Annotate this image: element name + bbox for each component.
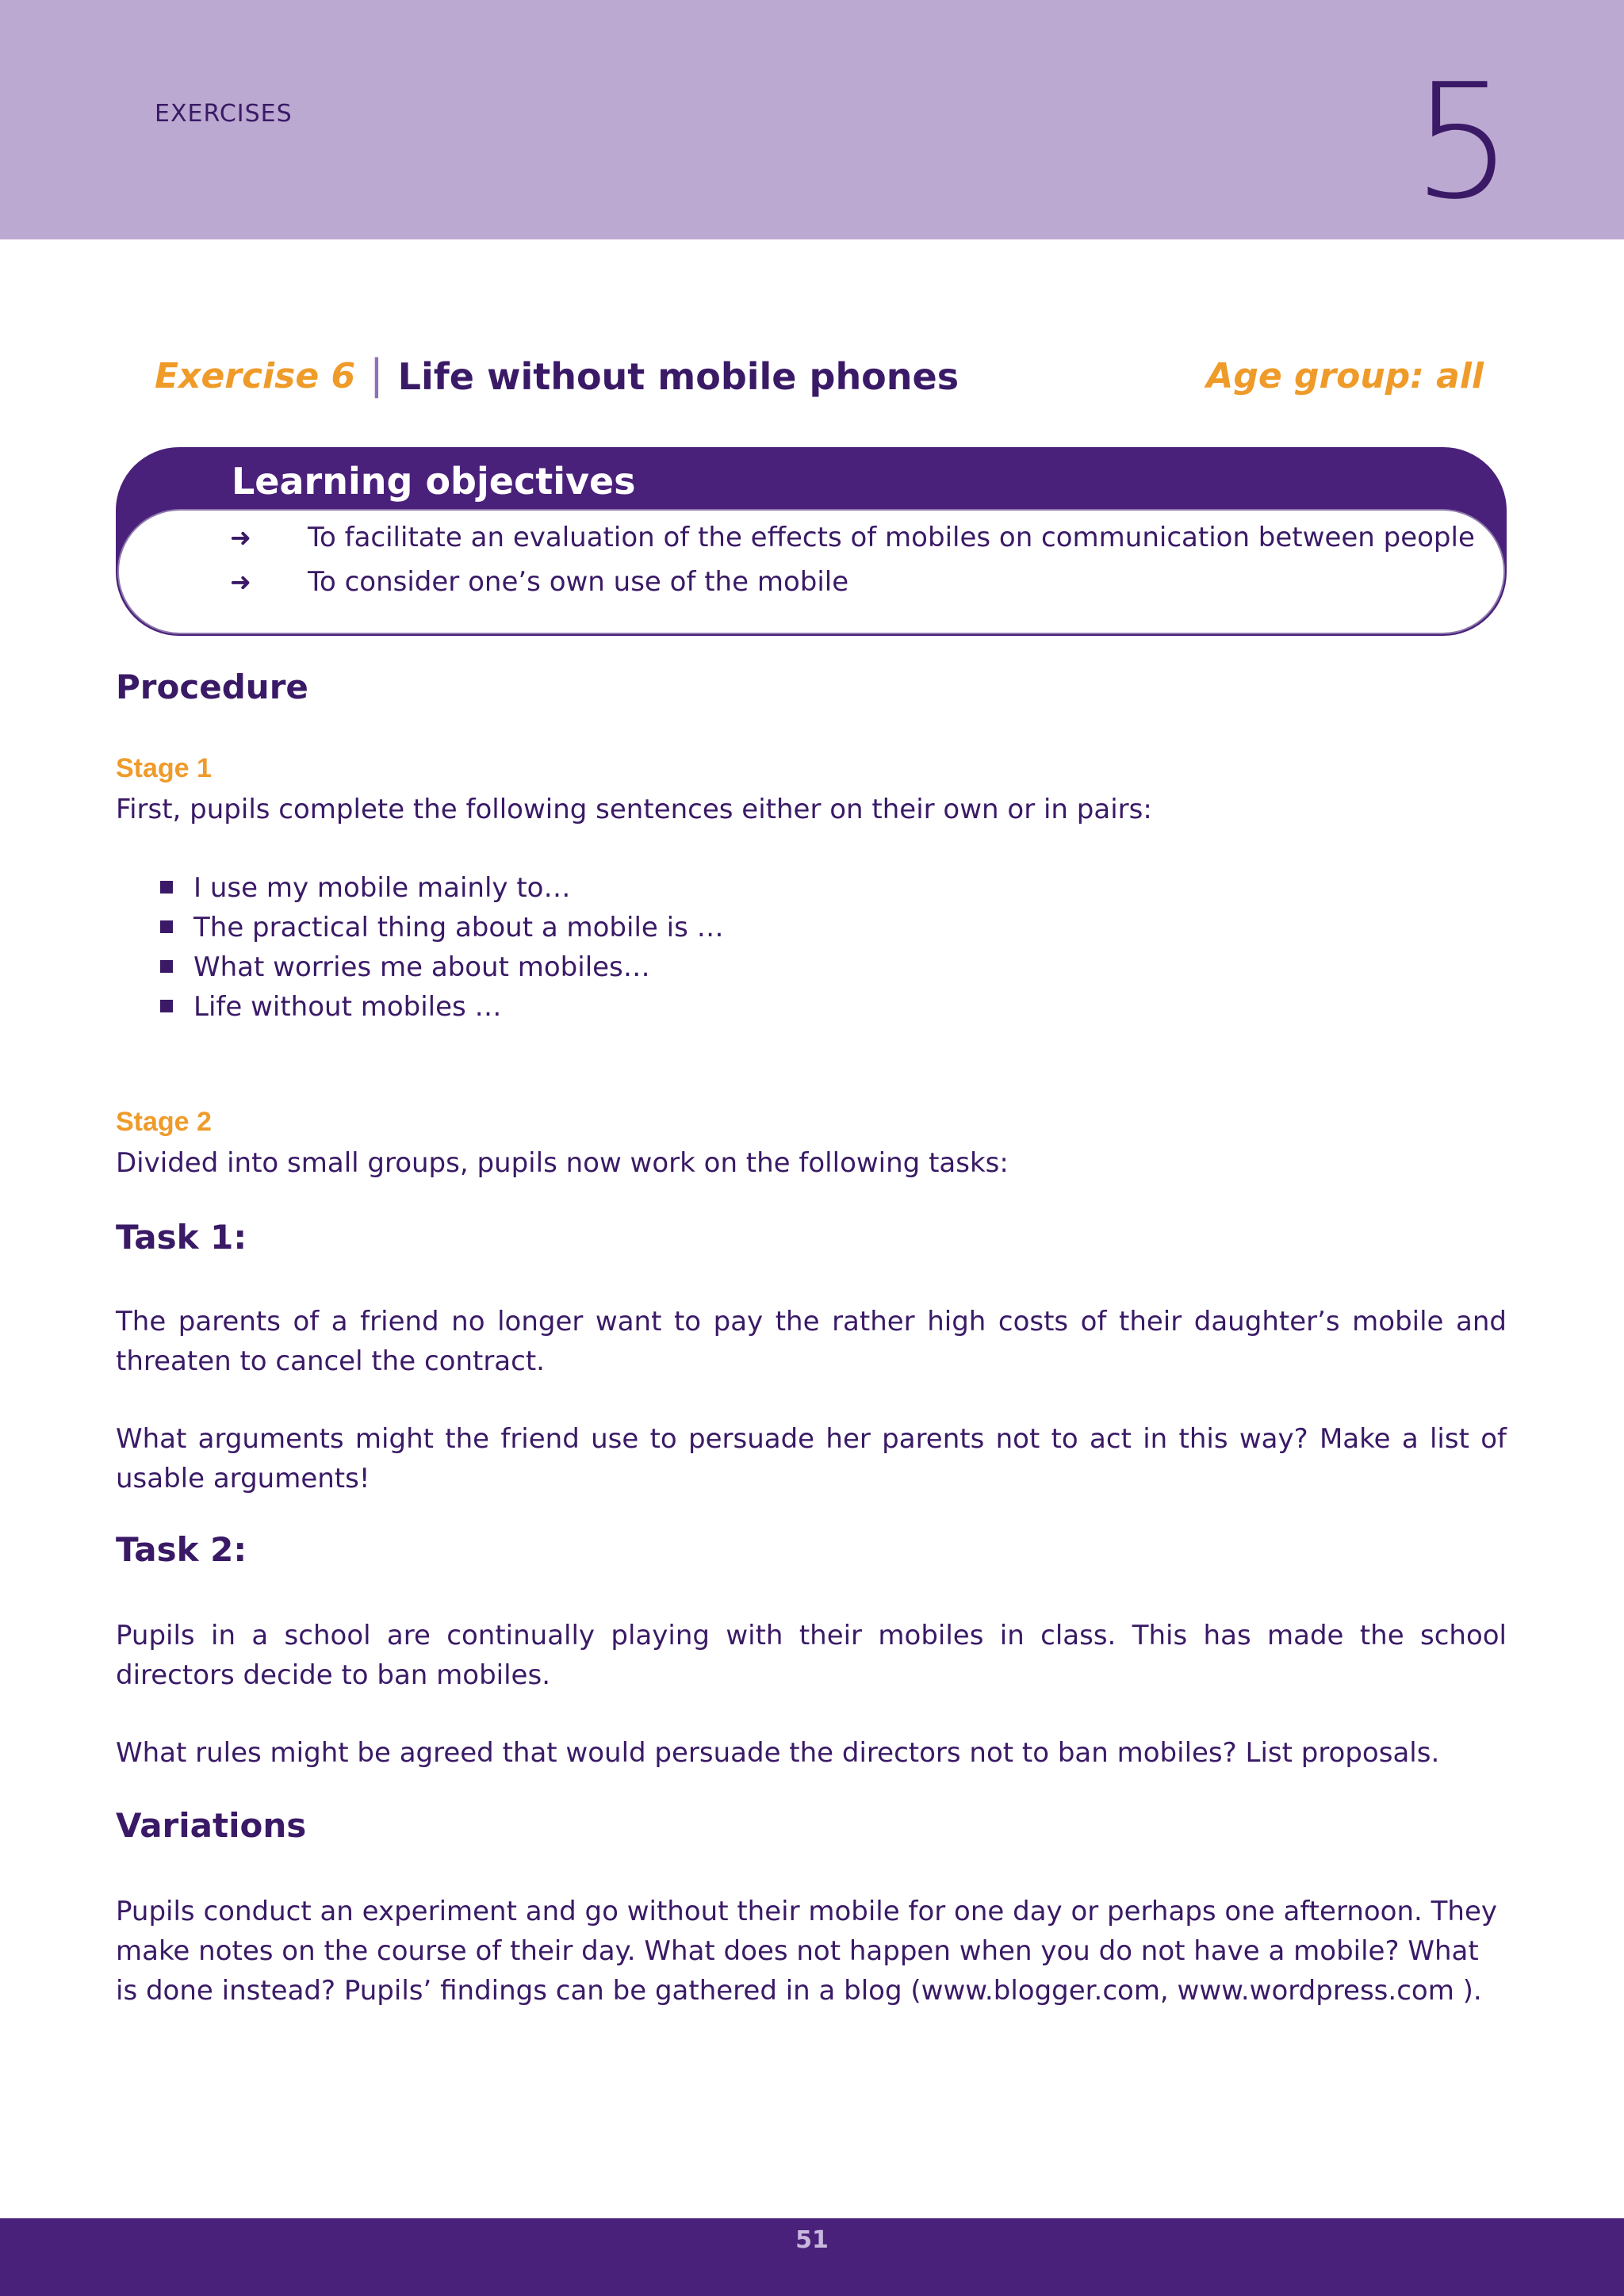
task-2-paragraph-2: What rules might be agreed that would persuade the directors not to ban mobiles? List proposals. <box>116 1737 1440 1769</box>
task-2-heading: Task 2: <box>116 1530 247 1569</box>
arrow-right-icon: ➜ <box>230 522 251 553</box>
objective-text: To facilitate an evaluation of the effects of mobiles on communication between people <box>308 522 1475 553</box>
procedure-heading: Procedure <box>116 668 308 706</box>
list-item <box>159 868 724 908</box>
square-bullet-icon <box>160 1000 173 1012</box>
learning-objectives-heading: Learning objectives <box>232 460 636 503</box>
objective-text: To consider one’s own use of the mobile <box>308 566 849 598</box>
chapter-number: 5 <box>1411 50 1513 235</box>
list-item-text: I use my mobile mainly to… <box>193 872 571 904</box>
title-separator: | <box>370 351 384 399</box>
square-bullet-icon <box>160 960 173 973</box>
task-1-paragraph-1: The parents of a friend no longer want to pay the rather high costs of their daughter’s mobile and threaten to cancel the contract. <box>116 1306 1507 1377</box>
list-item-text: What worries me about mobiles… <box>193 951 650 983</box>
age-group-label: Age group: all <box>1206 356 1484 396</box>
arrow-right-icon: ➜ <box>230 567 251 597</box>
section-label: EXERCISES <box>155 100 293 128</box>
page-number: 51 <box>795 2226 829 2254</box>
stage-2-intro: Divided into small groups, pupils now work on the following tasks: <box>116 1147 1009 1179</box>
learning-objectives-list <box>117 509 1505 634</box>
exercise-number: Exercise 6 <box>155 356 356 396</box>
learning-objectives-box <box>116 447 1507 636</box>
stage-1-label: Stage 1 <box>116 753 212 783</box>
stage-1-bullet-list <box>159 868 724 1027</box>
variations-heading: Variations <box>116 1806 307 1845</box>
list-item-text: Life without mobiles … <box>193 991 502 1023</box>
square-bullet-icon <box>160 920 173 933</box>
square-bullet-icon <box>160 881 173 894</box>
list-item-text: The practical thing about a mobile is … <box>193 912 724 943</box>
stage-1-intro: First, pupils complete the following sentences either on their own or in pairs: <box>116 794 1152 825</box>
variations-paragraph: Pupils conduct an experiment and go without their mobile for one day or perhaps one afternoon. They make notes on the course of their day. What does not happen when you do not have a mobile? What is done instead? Pupils’ findings can be gathered in a blog (www.blogger.com, www.wordpress.com ). <box>116 1896 1498 2007</box>
exercise-title-row <box>155 349 1484 404</box>
list-item <box>159 908 724 947</box>
list-item <box>159 947 724 987</box>
task-2-paragraph-1: Pupils in a school are continually playing with their mobiles in class. This has made the school directors decide to ban mobiles. <box>116 1620 1507 1691</box>
task-1-heading: Task 1: <box>116 1218 247 1257</box>
objective-item <box>230 566 848 598</box>
task-1-paragraph-2: What arguments might the friend use to persuade her parents not to act in this way? Make a list of usable arguments! <box>116 1423 1507 1494</box>
objective-item <box>230 522 1475 553</box>
list-item <box>159 987 724 1027</box>
exercise-title: Life without mobile phones <box>397 355 959 398</box>
stage-2-label: Stage 2 <box>116 1107 212 1137</box>
